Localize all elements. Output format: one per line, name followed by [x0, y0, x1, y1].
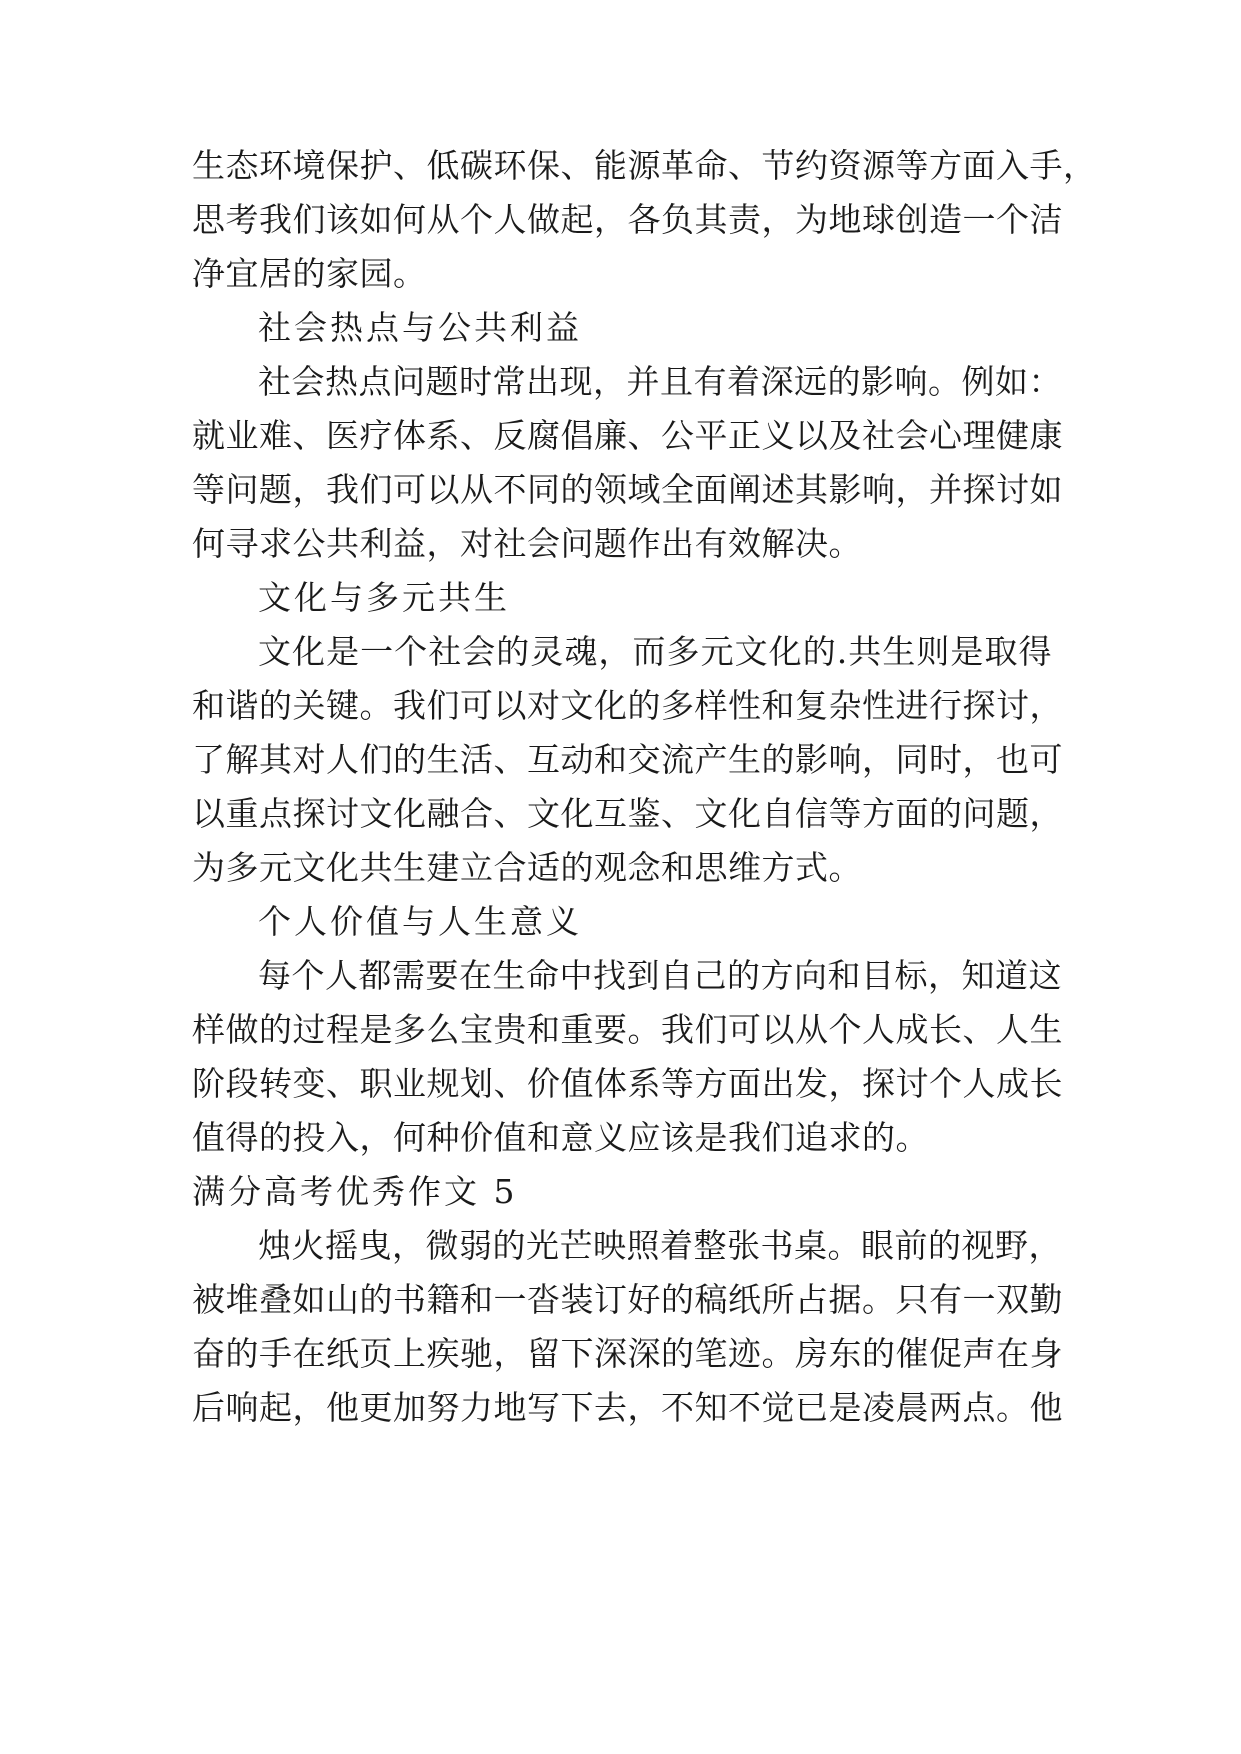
text-line: 何寻求公共利益，对社会问题作出有效解决。: [192, 524, 862, 563]
text-line: 和谐的关键。我们可以对文化的多样性和复杂性进行探讨，: [192, 686, 1063, 725]
text-line: 值得的投入，何种价值和意义应该是我们追求的。: [192, 1118, 929, 1157]
text-line: 思考我们该如何从个人做起，各负其责，为地球创造一个洁: [192, 200, 1063, 239]
text-line: 为多元文化共生建立合适的观念和思维方式。: [192, 848, 862, 887]
text-line: 了解其对人们的生活、互动和交流产生的影响，同时，也可: [192, 740, 1063, 779]
text-line: 文化是一个社会的灵魂，而多元文化的.共生则是取得: [258, 632, 1052, 671]
text-line: 奋的手在纸页上疾驰，留下深深的笔迹。房东的催促声在身: [192, 1334, 1063, 1373]
text-line: 社会热点问题时常出现，并且有着深远的影响。例如：: [258, 362, 1062, 401]
text-line: 后响起，他更加努力地写下去，不知不觉已是凌晨两点。他: [192, 1388, 1063, 1427]
text-line: 烛火摇曳，微弱的光芒映照着整张书桌。眼前的视野，: [258, 1226, 1062, 1265]
section-heading: 个人价值与人生意义: [258, 902, 582, 941]
text-line: 每个人都需要在生命中找到自己的方向和目标，知道这: [258, 956, 1062, 995]
text-line: 以重点探讨文化融合、文化互鉴、文化自信等方面的问题，: [192, 794, 1063, 833]
text-line: 被堆叠如山的书籍和一沓装订好的稿纸所占据。只有一双勤: [192, 1280, 1063, 1319]
text-line: 样做的过程是多么宝贵和重要。我们可以从个人成长、人生: [192, 1010, 1063, 1049]
text-line: 阶段转变、职业规划、价值体系等方面出发，探讨个人成长: [192, 1064, 1063, 1103]
section-heading: 社会热点与公共利益: [258, 308, 582, 347]
text-line: 等问题，我们可以从不同的领域全面阐述其影响，并探讨如: [192, 470, 1063, 509]
section-heading: 文化与多元共生: [258, 578, 510, 617]
essay-title: 满分高考优秀作文 5: [192, 1172, 518, 1211]
text-line: 生态环境保护、低碳环保、能源革命、节约资源等方面入手，: [192, 146, 1097, 185]
text-line: 就业难、医疗体系、反腐倡廉、公平正义以及社会心理健康: [192, 416, 1063, 455]
text-line: 净宜居的家园。: [192, 254, 427, 293]
